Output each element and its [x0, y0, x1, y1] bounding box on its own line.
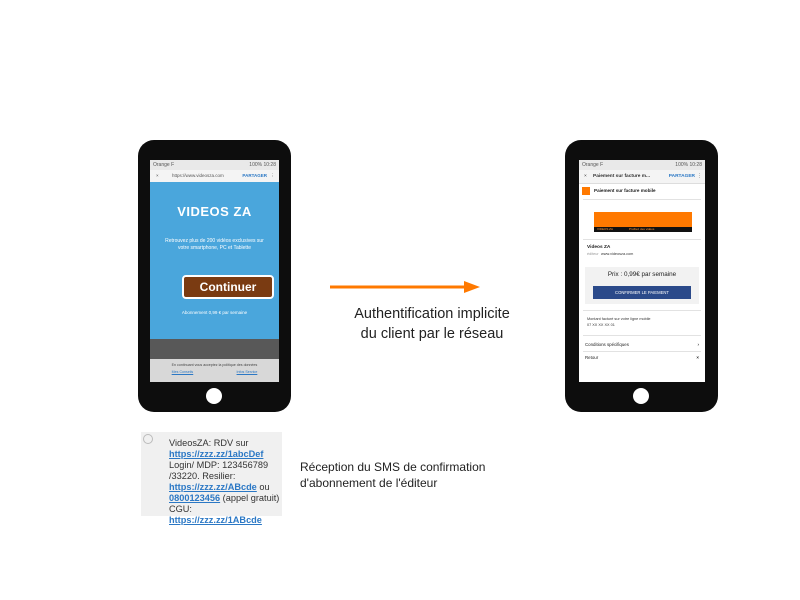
- home-button[interactable]: [206, 388, 222, 404]
- status-bar: [579, 160, 705, 170]
- legal-text: En continuant vous acceptez la politique des données: [171, 363, 258, 367]
- service-banner: [594, 212, 692, 232]
- service-editor-label: éditeur: [587, 252, 599, 256]
- carrier-label: Orange F: [582, 162, 604, 168]
- offer-description: Retrouvez plus de 200 vidéos exclusives sur votre smartphone, PC et Tablette: [165, 238, 264, 251]
- legal-footer: [150, 359, 279, 382]
- status-right: 100% 10:28: [249, 162, 276, 168]
- auth-caption-line1: Authentification implicite: [354, 306, 510, 322]
- avatar-icon: [143, 434, 153, 444]
- phone-left: [138, 140, 291, 412]
- back-label: Retour: [585, 355, 599, 360]
- share-button[interactable]: PARTAGER: [668, 174, 695, 179]
- back-row[interactable]: [585, 352, 699, 364]
- auth-caption: [332, 304, 532, 344]
- phone-number: 07 XX XX XX 01: [587, 323, 615, 327]
- chevron-right-icon: ›: [697, 342, 699, 347]
- sms-text-2: Login/ MDP: 123456789 /33220. Resilier:: [169, 460, 269, 481]
- banner-strip-tagline: Profitez des vidéos: [629, 227, 655, 231]
- arrow-right-icon: [330, 280, 480, 294]
- price-line: Abonnement 0,99 € par semaine: [181, 310, 248, 315]
- banner-strip-brand: VIDEOS ZA: [597, 227, 614, 231]
- phone-right-screen: [579, 160, 705, 382]
- conditions-label: Conditions spécifiques: [585, 342, 629, 347]
- sms-body: [169, 438, 281, 526]
- sms-text-1: VideosZA: RDV sur: [169, 438, 249, 448]
- sms-message: [141, 432, 282, 525]
- phone-right: [565, 140, 718, 412]
- phone-left-screen: [150, 160, 279, 382]
- home-button[interactable]: [633, 388, 649, 404]
- price-box: [585, 267, 699, 304]
- legal-link-conseils[interactable]: Mes Conseils: [171, 370, 194, 374]
- confirm-payment-button[interactable]: CONFIRMER LE PAIEMENT: [593, 286, 691, 299]
- sms-caption: [300, 459, 520, 491]
- banner-strip: [594, 227, 692, 232]
- page-title: Paiement sur facture m...: [593, 174, 651, 179]
- price-text: Prix : 0,99€ par semaine: [607, 271, 677, 278]
- url-text[interactable]: https://www.videosza.com: [172, 173, 224, 178]
- status-right: 100% 10:28: [675, 162, 702, 168]
- legal-link-infos[interactable]: Infos Service: [236, 370, 258, 374]
- orange-logo: [582, 187, 590, 195]
- close-icon[interactable]: ×: [156, 173, 159, 178]
- payment-header-text: Paiement sur facture mobile: [594, 188, 656, 193]
- sms-link-1[interactable]: https://zzz.zz/1abcDef: [169, 449, 264, 459]
- close-icon[interactable]: ×: [584, 174, 587, 179]
- amount-block: [587, 316, 651, 328]
- sms-caption-line2: d'abonnement de l'éditeur: [300, 476, 438, 490]
- carrier-label: Orange F: [153, 162, 175, 168]
- sms-link-4[interactable]: https://zzz.zz/1ABcde: [169, 515, 262, 525]
- share-button[interactable]: PARTAGER: [242, 173, 267, 178]
- service-name: Videos ZA: [587, 245, 611, 250]
- divider: [583, 199, 701, 200]
- payment-header: [579, 184, 705, 198]
- divider: [583, 239, 701, 240]
- sms-link-3[interactable]: 0800123456: [169, 493, 221, 503]
- auth-caption-line2: du client par le réseau: [360, 326, 504, 342]
- landing-hero: [150, 182, 279, 339]
- divider: [583, 310, 701, 311]
- divider: [583, 335, 701, 336]
- conditions-row[interactable]: [585, 339, 699, 351]
- continue-button[interactable]: Continuer: [182, 275, 274, 299]
- status-bar: [150, 160, 279, 170]
- sms-caption-line1: Réception du SMS de confirmation: [300, 460, 486, 474]
- sms-link-2[interactable]: https://zzz.zz/ABcde: [169, 482, 257, 492]
- more-icon[interactable]: ⋮: [697, 174, 702, 179]
- sms-text-3: ou: [256, 482, 270, 492]
- amount-label: Montant facturé sur votre ligne mobile: [587, 317, 651, 321]
- title-bar: [579, 170, 705, 184]
- dark-band: [150, 339, 279, 359]
- sms-text-4: (appel gratuit) CGU:: [169, 493, 280, 514]
- more-icon[interactable]: ⋮: [270, 173, 275, 178]
- brand-title: VIDEOS ZA: [177, 204, 252, 219]
- close-icon: ×: [696, 355, 699, 360]
- service-url: www.videosza.com: [601, 252, 634, 256]
